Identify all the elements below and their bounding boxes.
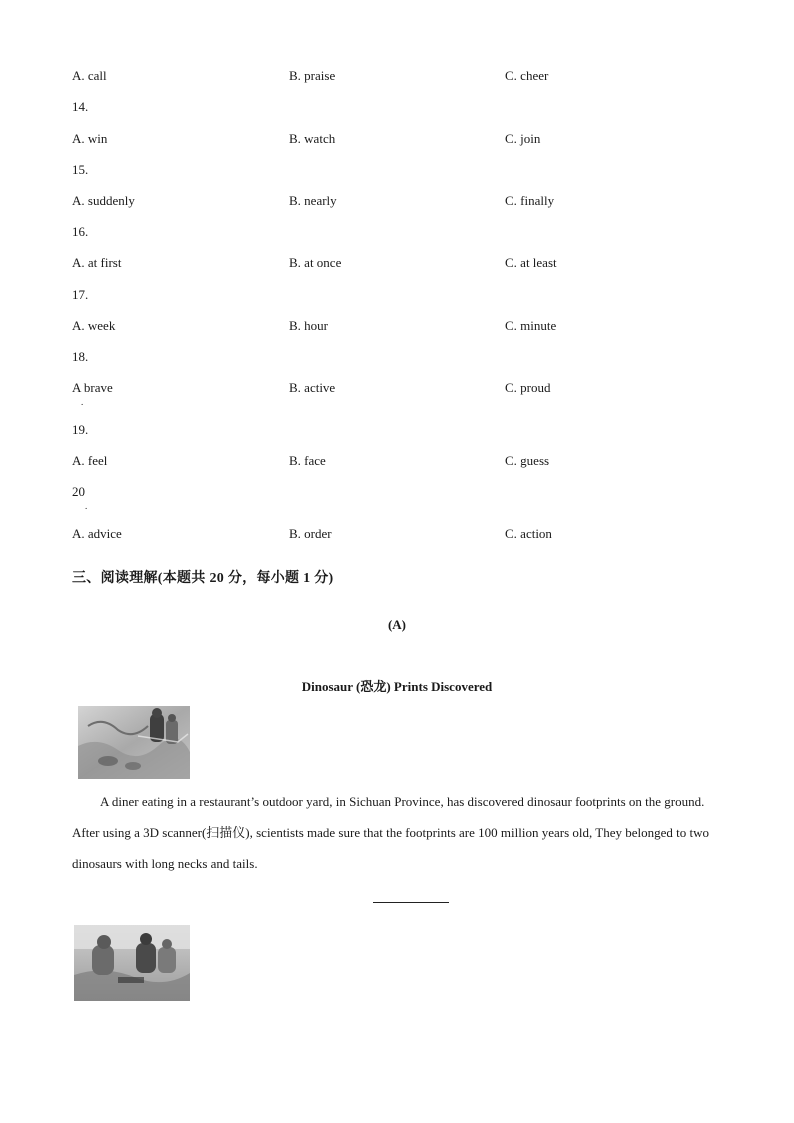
question-number-18: 18. (72, 349, 89, 364)
passage-title: Dinosaur (恐龙) Prints Discovered (301, 679, 493, 694)
passage-body: A diner eating in a restaurant’s outdoor yard, in Sichuan Province, has discovered dinosaur footprints on the ground. After using a 3D scanner(扫描仪), scientists made sure that the footprints are 100 million years old, They belonged to two dinosaurs with long necks and tails. (72, 794, 709, 871)
q14-option-c: C. join (505, 131, 541, 146)
q13-option-b: B. praise (289, 68, 336, 83)
q16-option-c: C. at least (505, 255, 557, 270)
q20-option-a: A. advice (72, 526, 122, 541)
q15-option-a: A. suddenly (72, 193, 135, 208)
q13-option-c: C. cheer (505, 68, 549, 83)
q16-option-a: A. at first (72, 255, 122, 270)
q13-option-a: A. call (72, 68, 107, 83)
q20-option-c: C. action (505, 526, 552, 541)
q18-option-a: A brave (72, 380, 113, 395)
q19-option-a: A. feel (72, 453, 108, 468)
stray-dot: . (81, 397, 84, 407)
question-number-16: 16. (72, 224, 89, 239)
q17-option-c: C. minute (505, 318, 557, 333)
q14-option-a: A. win (72, 131, 108, 146)
section-heading: 三、阅读理解(本题共 20 分，每小题 1 分) (72, 571, 334, 586)
question-number-20: 20 (72, 484, 85, 499)
q15-option-c: C. finally (505, 193, 555, 208)
q17-option-b: B. hour (289, 318, 328, 333)
dinosaur-footprint-photo (78, 706, 190, 779)
answer-blank-line (373, 902, 449, 903)
q18-option-c: C. proud (505, 380, 551, 395)
q20-option-b: B. order (289, 526, 332, 541)
q14-option-b: B. watch (289, 131, 336, 146)
q16-option-b: B. at once (289, 255, 342, 270)
q18-option-b: B. active (289, 380, 336, 395)
question-number-17: 17. (72, 287, 89, 302)
passage-label: (A) (387, 617, 407, 632)
question-number-14: 14. (72, 99, 89, 114)
question-number-15: 15. (72, 162, 89, 177)
q19-option-b: B. face (289, 453, 326, 468)
question-number-19: 19. (72, 422, 89, 437)
q17-option-a: A. week (72, 318, 116, 333)
scientists-photo (74, 925, 190, 1001)
stray-dot: . (85, 501, 88, 511)
q15-option-b: B. nearly (289, 193, 337, 208)
q19-option-c: C. guess (505, 453, 550, 468)
